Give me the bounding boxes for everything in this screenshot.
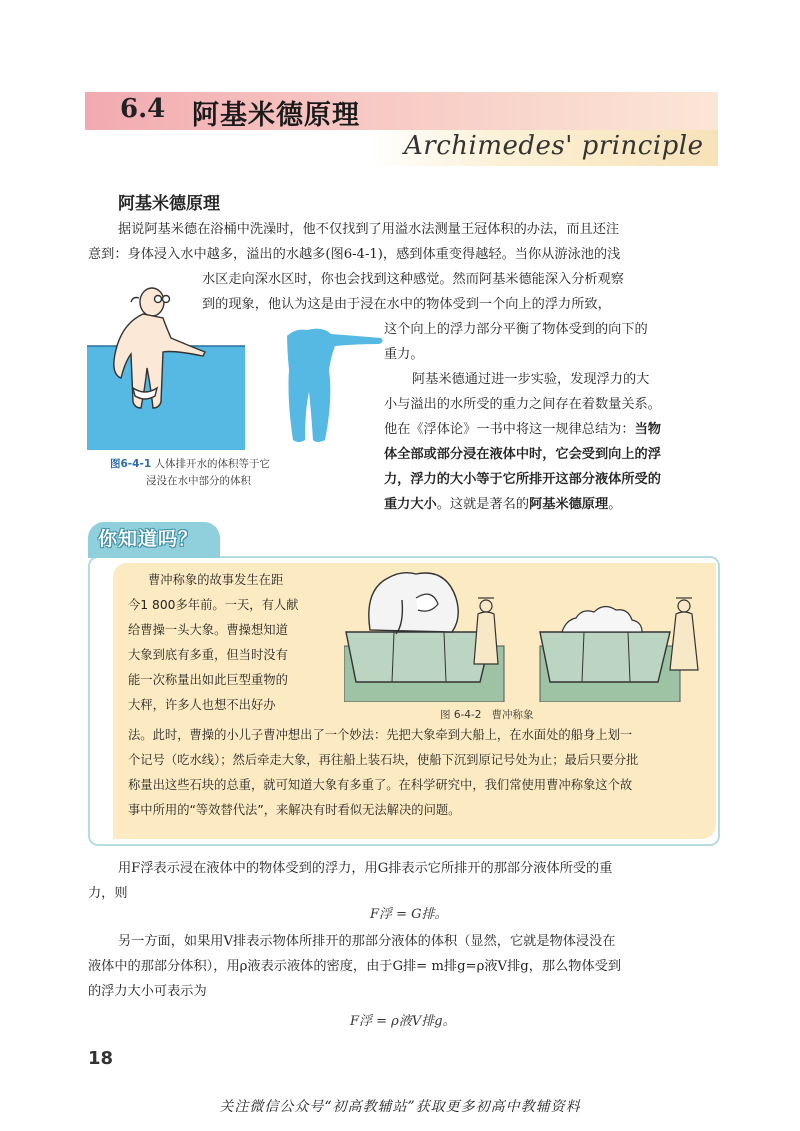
figure-2-caption: [440, 707, 533, 722]
boat-with-stones: [540, 606, 680, 702]
para3-line-3: 的浮力大小可表示为: [88, 984, 207, 999]
section-title: 阿基米德原理: [192, 100, 360, 131]
intro-line-8: 小与溢出的水所受的重力之间存在着数量关系。: [384, 397, 661, 412]
principle-bold-3: 力，浮力的大小等于它所排开这部分液体所受的: [384, 472, 661, 487]
section-header-band: [85, 92, 718, 130]
figure-cao-chong-weighs-elephant: [344, 570, 712, 702]
para2-line-2: 力，则: [88, 886, 128, 901]
person-figure-2: [670, 598, 698, 670]
principle-bold-2: 体全部或部分浸在液体中时，它会受到向上的浮: [384, 447, 661, 462]
principle-bold-4: 重力大小: [384, 497, 437, 512]
intro-line-9-plain: 他在《浮体论》一书中将这一规律总结为：: [384, 422, 635, 437]
section-title-english: Archimedes' principle: [404, 131, 704, 161]
intro-line-1: 据说阿基米德在浴桶中洗澡时，他不仅找到了用溢水法测量王冠体积的办法，而且还注: [118, 222, 620, 237]
intro-line-9: [384, 418, 661, 442]
story-line-5: 能一次称量出如此巨型重物的: [128, 673, 288, 687]
figure-2-label: 图 6-4-2: [440, 709, 482, 721]
principle-bold-1: 当物: [634, 422, 661, 437]
intro-line-12-end: 。: [608, 497, 622, 512]
intro-line-2: 意到：身体浸入水中越多，溢出的水越多(图6-4-1)，感到体重变得越轻。当你从游泳池的浅: [88, 247, 621, 262]
principle-name: 阿基米德原理: [529, 497, 609, 512]
story-line-2: 今1 800多年前。一天，有人献: [128, 598, 299, 612]
page-number: 18: [88, 1048, 114, 1069]
para2-line-1: 用F浮表示浸在液体中的物体受到的浮力，用G排表示它所排开的那部分液体所受的重: [118, 861, 613, 876]
story-line-3: 给曹操一头大象。曹操想知道: [128, 623, 288, 637]
section-number: 6.4: [120, 94, 166, 124]
formula-buoyancy-density: F浮 = ρ液V排g。: [350, 1014, 456, 1029]
footer-note: 关注微信公众号“初高教辅站”获取更多初高中教辅资料: [219, 1099, 581, 1115]
intro-line-5: 这个向上的浮力部分平衡了物体受到的向下的: [384, 322, 648, 337]
figure-person-in-water: [87, 280, 387, 450]
para3-line-1: 另一方面，如果用V排表示物体所排开的那部分液体的体积（显然，它就是物体浸没在: [118, 934, 616, 949]
intro-line-12: [384, 493, 621, 517]
formula-buoyancy-equals-weight: F浮 = G排。: [370, 907, 448, 922]
story-line-9: 称量出这些石块的总重，就可知道大象有多重了。在科学研究中，我们常使用曹冲称象这个故: [128, 778, 633, 792]
person-figure-1: [474, 598, 498, 664]
story-line-4: 大象到底有多重，但当时没有: [128, 648, 288, 662]
did-you-know-title: 你知道吗？: [98, 528, 199, 550]
figure-2-caption-text: 曹冲称象: [491, 709, 534, 721]
intro-line-3: 水区走向深水区时，你也会找到这种感觉。然而阿基米德能深入分析观察: [202, 272, 624, 287]
figure-1-caption-line-1: 人体排开水的体积等于它: [154, 458, 270, 470]
para3-line-2: 液体中的那部分体积），用ρ液表示液体的密度，由于G排= m排g=ρ液V排g，那么物体受到: [88, 959, 622, 974]
story-line-6: 大秤，许多人也想不出好办: [128, 698, 276, 712]
story-line-7: 法。此时，曹操的小儿子曹冲想出了一个妙法：先把大象牵到大船上，在水面处的船身上划一: [128, 728, 633, 742]
figure-1-label: 图6-4-1: [110, 458, 152, 470]
submerged-volume-silhouette: [287, 329, 383, 442]
figure-1-caption: [110, 456, 270, 490]
intro-line-6: 重力。: [384, 347, 424, 362]
story-line-1: 曹冲称象的故事发生在距: [148, 573, 284, 587]
water-pool: [87, 346, 245, 450]
intro-line-12-plain: 。这就是著名的: [436, 497, 530, 512]
intro-line-7: 阿基米德通过进一步实验，发现浮力的大: [412, 372, 650, 387]
story-line-8: 个记号（吃水线）；然后牵走大象，再往船上装石块，使船下沉到原记号处为止；最后只要分批: [128, 753, 639, 767]
figure-1-caption-line-2: 浸没在水中部分的体积: [146, 475, 251, 487]
story-line-10: 事中所用的“等效替代法”，来解决有时看似无法解决的问题。: [128, 803, 461, 817]
intro-line-4: 到的现象，他认为这是由于浸在水中的物体受到一个向上的浮力所致，: [202, 297, 611, 312]
subheading: 阿基米德原理: [118, 194, 220, 214]
